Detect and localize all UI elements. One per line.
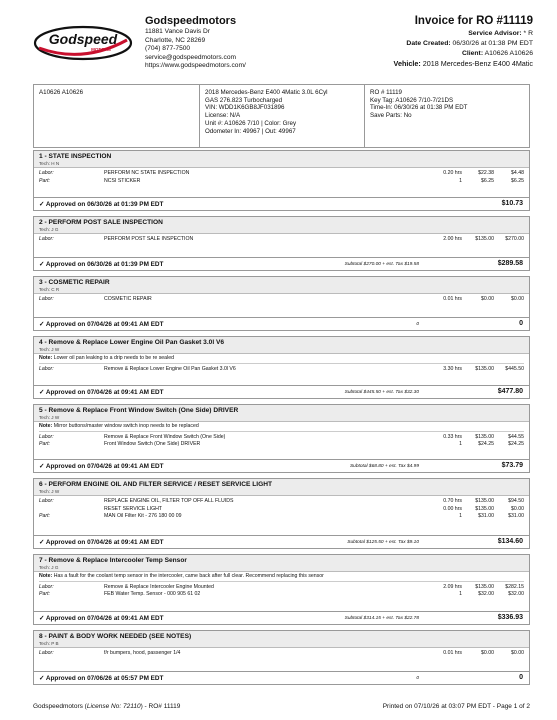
line-description: COSMETIC REPAIR [104,296,152,302]
shop-address-line2: Charlotte, NC 28269 [145,36,206,44]
shop-website: https://www.godspeedmotors.com/ [145,62,246,70]
section-title: 2 - PERFORM POST SALE INSPECTION [39,219,163,226]
line-qty: 3.30 hrs [443,365,462,372]
section-tech: Tech: J G [39,227,59,232]
line-total: $0.00 [511,650,524,656]
line-qty: 1 [459,513,462,520]
line-description: Remove & Replace Front Window Switch (One Side) [104,433,226,440]
section-subtotal: Subtotal $125.50 + est. Tax $9.10 [347,540,419,545]
godspeed-logo [33,24,133,62]
line-total: $24.25 [508,441,524,448]
section-total: $134.60 [497,538,523,545]
line-price: $135.00 [475,498,494,504]
line-item [39,170,524,178]
vehicle-line: Odometer In: 49967 | Out: 49967 [205,127,296,135]
section-title: 8 - PAINT & BODY WORK NEEDED (SEE NOTES) [39,633,192,640]
vehicle-cell [200,85,365,147]
customer-cell [34,85,200,147]
section-tech: Tech: P B [39,641,59,646]
section-header [34,277,529,294]
ro-line: RO # 11119 [370,89,402,96]
line-description: Remove & Replace Lower Engine Oil Pan Gasket 3.0l V6 [104,365,236,372]
line-type: Labor: [39,296,54,302]
date-created: Date Created: 06/30/26 at 01:38 PM EDT [406,40,533,47]
invoice-header [33,14,533,82]
shop-name: Godspeedmotors [145,15,237,27]
service-section [33,150,530,211]
approval-status: ✓ Approved on 07/04/26 at 09:41 AM EDT [39,615,164,622]
line-price: $24.25 [478,441,494,448]
ro-line: Key Tag: A10626 7/10-7/21DS [370,96,454,104]
line-item [39,441,524,449]
section-footer [34,671,529,684]
line-type: Part: [39,441,50,448]
section-header [34,555,529,572]
line-qty: 1 [459,177,462,184]
service-section [33,404,530,473]
invoice-summary [394,14,533,69]
line-item [39,178,524,186]
section-subtotal: Subtotal $270.00 + est. Tax $19.58 [344,262,419,267]
line-price: $0.00 [481,650,494,656]
approval-status: ✓ Approved on 06/30/26 at 01:39 PM EDT [39,261,164,268]
line-item [39,236,524,244]
line-item [39,650,524,658]
section-subtotal: 0 [416,676,419,681]
section-subtotal: Subtotal $314.15 + est. Tax $22.78 [344,616,419,621]
ro-line: Save Parts: No [370,112,412,120]
line-qty: 0.70 hrs [443,498,462,504]
vehicle-line: License: N/A [205,112,241,120]
service-section [33,554,530,625]
line-description: MAN Oil Filter Kit - 276 180 00 09 [104,513,182,520]
line-description: Remove & Replace Intercooler Engine Mounted [104,583,214,590]
line-price: $135.00 [475,583,494,590]
line-qty: 2.09 hrs [443,583,462,590]
section-header [34,479,529,496]
section-header [34,337,529,354]
line-type: Part: [39,177,50,184]
line-total: $445.50 [505,365,524,372]
line-price: $32.00 [478,591,494,598]
service-section [33,216,530,271]
line-total: $270.00 [505,236,524,242]
section-footer [34,257,529,270]
line-type: Part: [39,591,50,598]
service-section [33,630,530,685]
line-total: $32.00 [508,591,524,598]
section-footer [34,385,529,398]
section-total: $10.73 [501,200,523,207]
client: Client: A10626 A10626 [461,50,533,57]
section-total: $73.79 [501,462,523,469]
section-note: Note: Lower oil pan leaking to a drip needs to be re sealed [39,355,174,361]
line-description: f/r bumpers, hood, passenger 1/4 [104,650,181,656]
ro-line: Time-In: 06/30/26 at 01:38 PM EDT [370,104,468,112]
section-note: Note: Mirror buttons/master window switch inop needs to be replaced [39,423,199,429]
line-type: Labor: [39,433,54,440]
invoice-title: Invoice for RO #11119 [414,15,533,27]
info-box [33,84,530,148]
line-item [39,584,524,592]
line-item [39,366,524,374]
line-price: $135.00 [475,505,494,512]
line-qty: 0.20 hrs [443,170,462,176]
service-advisor: Service Advisor: * R [468,30,533,37]
line-description: Front Window Switch (One Side) DRIVER [104,441,201,448]
line-price: $0.00 [481,296,494,302]
line-qty: 0.00 hrs [443,505,462,512]
section-subtotal: Subtotal $68.80 + est. Tax $4.99 [349,464,419,469]
line-type: Labor: [39,498,54,504]
section-footer [34,611,529,624]
line-description: RESET SERVICE LIGHT [104,505,163,512]
approval-status: ✓ Approved on 07/06/26 at 05:57 PM EDT [39,675,164,682]
approval-status: ✓ Approved on 07/04/26 at 09:41 AM EDT [39,463,164,470]
approval-status: ✓ Approved on 07/04/26 at 09:41 AM EDT [39,389,164,396]
section-total: $336.93 [497,614,523,621]
shop-email: service@godspeedmotors.com [145,53,236,61]
service-section [33,478,530,549]
section-subtotal: Subtotal $445.50 + est. Tax $32.30 [344,390,419,395]
line-type: Labor: [39,650,54,656]
line-total: $282.15 [505,583,524,590]
customer-name: A10626 A10626 [39,89,84,96]
service-section [33,276,530,331]
line-price: $135.00 [475,365,494,372]
line-price: $6.25 [481,177,494,184]
section-title: 3 - COSMETIC REPAIR [39,279,110,286]
section-total: 0 [519,674,523,681]
footer-right: Printed on 07/10/26 at 03:07 PM EDT - Page 1 of 2 [382,703,530,710]
line-item [39,296,524,304]
section-tech: Tech: J W [39,347,60,352]
line-qty: 0.01 hrs [443,650,462,656]
section-title: 4 - Remove & Replace Lower Engine Oil Pan Gasket 3.0l V6 [39,339,225,346]
line-price: $22.38 [478,170,494,176]
approval-status: ✓ Approved on 06/30/26 at 01:39 PM EDT [39,201,164,208]
vehicle-line: Unit #: A10626 7/10 | Color: Grey [205,119,297,127]
shop-address-line1: 11881 Vance Davis Dr [145,28,210,35]
line-item [39,506,524,514]
section-total: $477.80 [497,388,523,395]
line-item [39,513,524,521]
line-qty: 1 [459,591,462,598]
section-tech: Tech: J G [39,565,59,570]
section-header [34,217,529,234]
section-footer [34,535,529,548]
section-total: $289.58 [497,260,523,267]
ro-cell [365,85,529,147]
section-subtotal: 0 [416,322,419,327]
line-total: $4.48 [511,170,524,176]
line-qty: 1 [459,441,462,448]
line-total: $44.55 [508,433,524,440]
approval-status: ✓ Approved on 07/04/26 at 09:41 AM EDT [39,321,164,328]
footer-left: Godspeedmotors (License No: 72110) - RO# 11119 [33,703,181,710]
shop-phone: (704) 877-7500 [145,45,191,53]
section-tech: Tech: H N [39,161,60,166]
line-item [39,591,524,599]
vehicle-line: VIN: WDD1K6GB8JF031896 [205,104,285,112]
line-item [39,498,524,506]
service-section [33,336,530,399]
line-description: PERFORM NC STATE INSPECTION [104,170,190,176]
line-description: FEB Water Temp. Sensor - 000 905 61 02 [104,591,201,598]
section-title: 5 - Remove & Replace Front Window Switch (One Side) DRIVER [39,407,239,414]
line-type: Labor: [39,365,54,372]
line-price: $135.00 [475,433,494,440]
vehicle: Vehicle: 2018 Mercedes-Benz E400 4Matic [393,59,533,68]
section-footer [34,317,529,330]
section-header [34,151,529,168]
line-qty: 0.01 hrs [443,296,462,302]
line-total: $94.50 [508,498,524,504]
line-total: $0.00 [511,296,524,302]
section-note: Note: Has a fault for the coolant temp sensor in the intercooler, came back after full clear. Recommend replacing this sensor [39,573,324,579]
line-total: $0.00 [511,505,524,512]
line-total: $31.00 [508,513,524,520]
section-footer [34,197,529,210]
section-header [34,631,529,648]
line-type: Labor: [39,236,54,242]
section-tech: Tech: J W [39,415,60,420]
shop-info [145,14,246,71]
line-type: Labor: [39,170,54,176]
section-title: 1 - STATE INSPECTION [39,153,112,160]
logo-text: Godspeed [48,31,118,47]
approval-status: ✓ Approved on 07/04/26 at 09:41 AM EDT [39,539,164,546]
line-description: REPLACE ENGINE OIL, FILTER TOP OFF ALL FLUIDS [104,498,234,504]
section-tech: Tech: C R [39,287,60,292]
line-description: NCSI STICKER [104,177,141,184]
line-price: $31.00 [478,513,494,520]
vehicle-line: GAS 276.823 Turbocharged [205,96,283,104]
line-total: $6.25 [511,177,524,184]
section-header [34,405,529,422]
logo-subtext: MOTORS [91,47,111,52]
section-tech: Tech: J W [39,489,60,494]
line-qty: 2.00 hrs [443,236,462,242]
line-type: Labor: [39,583,54,590]
line-price: $135.00 [475,236,494,242]
vehicle-line: 2018 Mercedes-Benz E400 4Matic 3.0L 6Cyl [205,89,328,96]
line-type: Part: [39,513,50,520]
section-title: 7 - Remove & Replace Intercooler Temp Sensor [39,557,187,564]
section-title: 6 - PERFORM ENGINE OIL AND FILTER SERVICE / RESET SERVICE LIGHT [39,481,273,488]
line-description: PERFORM POST SALE INSPECTION [104,236,194,242]
section-footer [34,459,529,472]
line-qty: 0.33 hrs [443,433,462,440]
line-item [39,434,524,442]
section-total: 0 [519,320,523,327]
